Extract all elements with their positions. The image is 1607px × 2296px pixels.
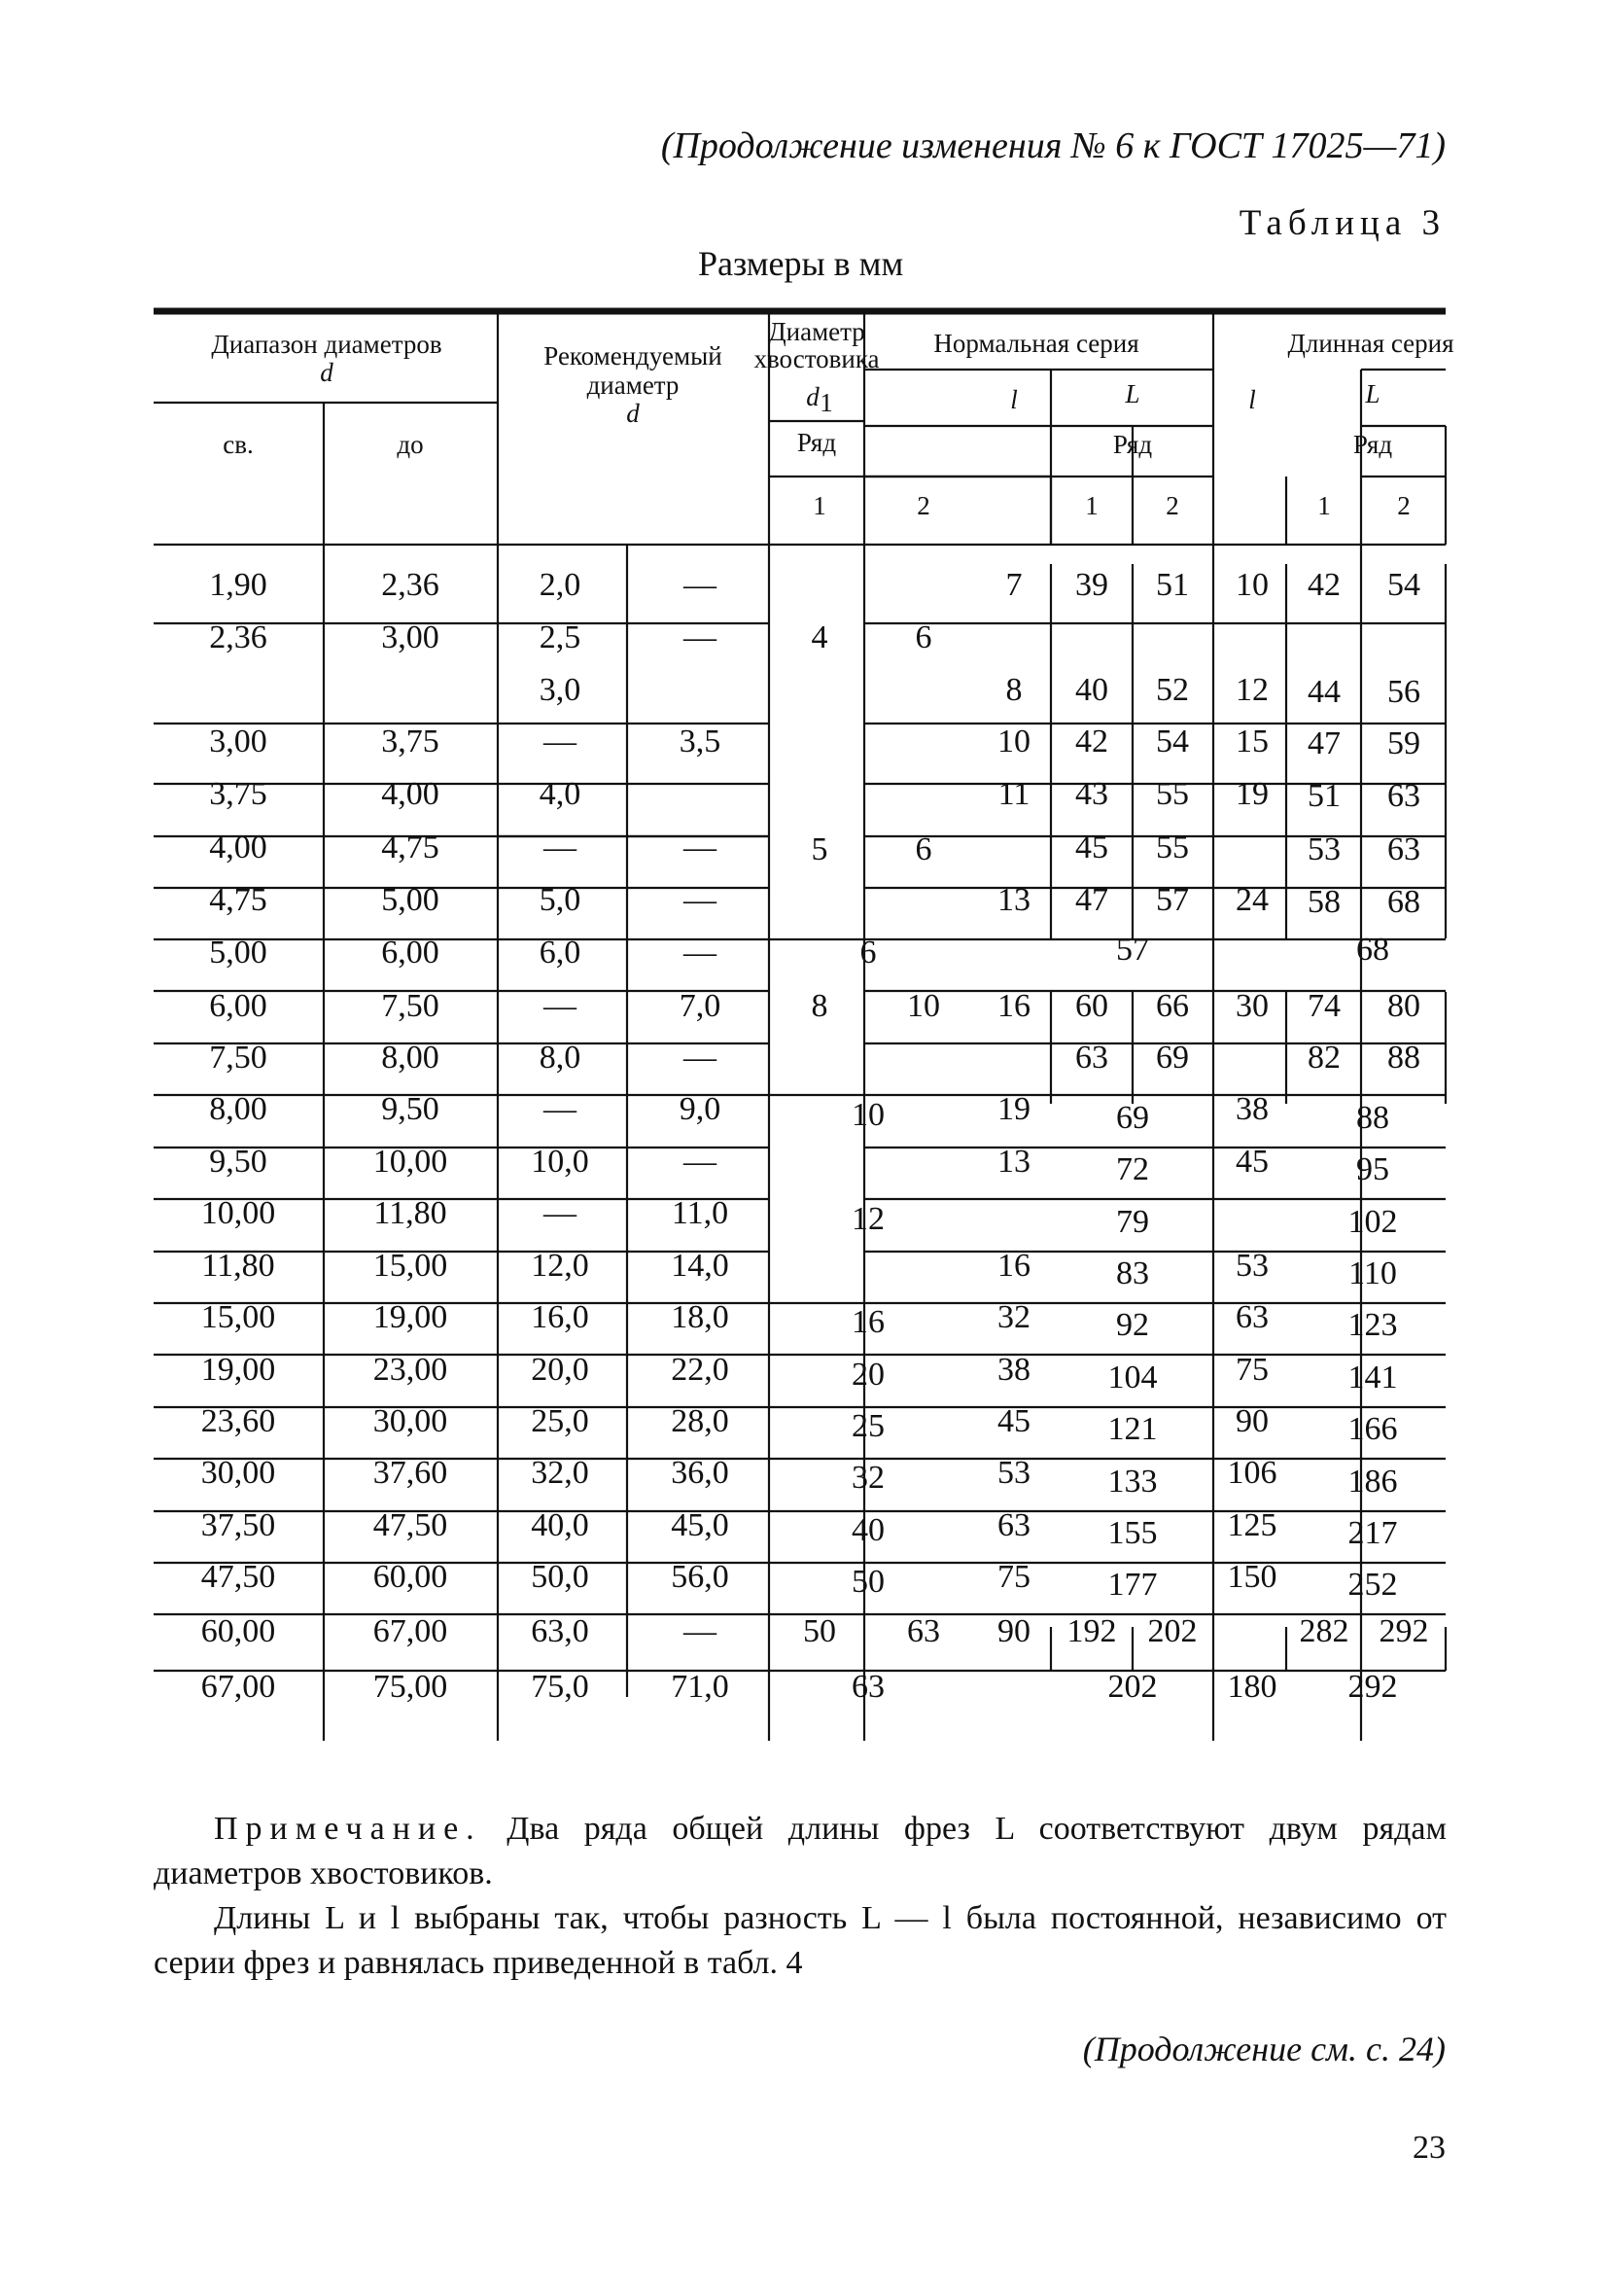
table-cell: 40 bbox=[1075, 672, 1108, 708]
recommended-row2-cell: 14,0 bbox=[671, 1248, 729, 1284]
table-cell: 55 bbox=[1156, 830, 1189, 865]
range-to-cell: 3,75 bbox=[381, 724, 439, 759]
table-cell: 42 bbox=[1308, 567, 1341, 603]
range-to-cell: 10,00 bbox=[372, 1144, 448, 1180]
recommended-row2-cell: — bbox=[683, 882, 716, 918]
table-cell: 217 bbox=[1347, 1515, 1398, 1551]
table-cell: 59 bbox=[1387, 725, 1420, 761]
table-cell: 292 bbox=[1347, 1669, 1398, 1705]
recommended-row1-cell: 4,0 bbox=[539, 776, 581, 812]
table-cell: 155 bbox=[1107, 1515, 1158, 1551]
recommended-row2-cell: — bbox=[683, 619, 716, 655]
recommended-row2-cell: 3,5 bbox=[679, 724, 721, 759]
recommended-row2-cell: — bbox=[683, 1613, 716, 1649]
table-cell: 32 bbox=[852, 1460, 885, 1496]
range-to-cell: 11,80 bbox=[373, 1195, 447, 1231]
note-paragraph-2: Длины L и l выбраны так, чтобы разность L — l была постоянной, независимо от серии фрез и равнялась приведенной в табл. 4 bbox=[154, 1900, 1447, 1981]
recommended-row1-cell: 40,0 bbox=[531, 1507, 589, 1543]
recommended-row1-cell: 8,0 bbox=[539, 1040, 581, 1076]
table-cell: 50 bbox=[803, 1613, 836, 1649]
table-cell: 58 bbox=[1308, 884, 1341, 920]
table-cell: 10 bbox=[852, 1097, 885, 1133]
table-cell: 16 bbox=[852, 1304, 885, 1340]
table-cell: 12 bbox=[1236, 672, 1269, 708]
recommended-row2-cell: 45,0 bbox=[671, 1507, 729, 1543]
range-to-cell: 8,00 bbox=[381, 1040, 439, 1076]
table-cell: 13 bbox=[997, 882, 1031, 918]
header-long-row-2: 2 bbox=[1397, 491, 1411, 520]
header-normal-series: Нормальная серия bbox=[933, 329, 1139, 358]
table-cell: 40 bbox=[852, 1512, 885, 1548]
recommended-row1-cell: — bbox=[543, 1195, 576, 1231]
recommended-row2-cell: 56,0 bbox=[671, 1559, 729, 1595]
table-cell: 63 bbox=[1236, 1299, 1269, 1335]
table-cell: 54 bbox=[1156, 724, 1189, 759]
table-cell: 202 bbox=[1147, 1613, 1198, 1649]
table-cell: 123 bbox=[1347, 1307, 1398, 1343]
table-cell: 102 bbox=[1347, 1204, 1398, 1240]
recommended-row2-cell: — bbox=[683, 567, 716, 603]
table-cell: 54 bbox=[1387, 567, 1420, 603]
recommended-row2-cell: 11,0 bbox=[671, 1195, 729, 1231]
table-cell: 11 bbox=[997, 776, 1031, 812]
table-cell: 19 bbox=[997, 1091, 1031, 1127]
table-cell: 6 bbox=[915, 619, 932, 655]
table-cell: 69 bbox=[1116, 1100, 1149, 1136]
table-cell: 47 bbox=[1075, 882, 1108, 918]
table-cell: 79 bbox=[1116, 1204, 1149, 1240]
recommended-row1-cell: 3,0 bbox=[539, 672, 581, 708]
range-from-cell: 19,00 bbox=[200, 1352, 276, 1388]
header-recommended-symbol: d bbox=[626, 399, 640, 428]
table-cell: 45 bbox=[1236, 1144, 1269, 1180]
note-label: Примечание. bbox=[214, 1811, 482, 1847]
range-to-cell: 6,00 bbox=[381, 935, 439, 971]
range-from-cell: 3,75 bbox=[209, 776, 267, 812]
range-from-cell: 4,75 bbox=[209, 882, 267, 918]
header-normal-row-2: 2 bbox=[1166, 491, 1179, 520]
recommended-row1-cell: 63,0 bbox=[531, 1613, 589, 1649]
recommended-row2-cell: 36,0 bbox=[671, 1455, 729, 1491]
recommended-row2-cell: 71,0 bbox=[671, 1669, 729, 1705]
range-from-cell: 8,00 bbox=[209, 1091, 267, 1127]
table-cell: 10 bbox=[997, 724, 1031, 759]
range-from-cell: 4,00 bbox=[209, 830, 267, 865]
recommended-row2-cell: — bbox=[683, 1144, 716, 1180]
table-cell: 83 bbox=[1116, 1255, 1149, 1291]
notes bbox=[154, 1807, 1447, 1986]
header-shank-2: хвостовика bbox=[753, 344, 880, 373]
table-cell: 63 bbox=[997, 1507, 1031, 1543]
table-cell: 88 bbox=[1356, 1100, 1389, 1136]
range-from-cell: 60,00 bbox=[200, 1613, 276, 1649]
recommended-row2-cell: 28,0 bbox=[671, 1403, 729, 1439]
recommended-row2-cell: 18,0 bbox=[671, 1299, 729, 1335]
table-cell: 282 bbox=[1299, 1613, 1349, 1649]
range-to-cell: 15,00 bbox=[372, 1248, 448, 1284]
table-cell: 42 bbox=[1075, 724, 1108, 759]
recommended-row2-cell: — bbox=[683, 1040, 716, 1076]
header-row-shank: Ряд bbox=[796, 428, 837, 457]
range-to-cell: 3,00 bbox=[381, 619, 439, 655]
table-cell: 110 bbox=[1348, 1255, 1397, 1291]
range-from-cell: 11,80 bbox=[201, 1248, 275, 1284]
table-header bbox=[211, 317, 1453, 520]
table-cell: 133 bbox=[1107, 1464, 1158, 1500]
table-cell: 13 bbox=[997, 1144, 1031, 1180]
table-body bbox=[201, 567, 1429, 1705]
recommended-row2-cell: — bbox=[683, 830, 716, 865]
recommended-row1-cell: 32,0 bbox=[531, 1455, 589, 1491]
range-from-cell: 9,50 bbox=[209, 1144, 267, 1180]
range-from-cell: 47,50 bbox=[200, 1559, 276, 1595]
range-to-cell: 2,36 bbox=[381, 567, 439, 603]
recommended-row2-cell: — bbox=[683, 935, 716, 971]
recommended-row1-cell: 5,0 bbox=[539, 882, 581, 918]
table-cell: 252 bbox=[1347, 1567, 1398, 1603]
table-cell: 50 bbox=[852, 1564, 885, 1600]
recommended-row1-cell: 16,0 bbox=[531, 1299, 589, 1335]
table-cell: 121 bbox=[1107, 1411, 1158, 1447]
table-cell: 150 bbox=[1227, 1559, 1277, 1595]
table-caption: Таблица 3 bbox=[1239, 203, 1446, 243]
table-cell: 68 bbox=[1356, 932, 1389, 968]
continuation-note: (Продолжение см. с. 24) bbox=[1082, 2030, 1446, 2068]
range-to-cell: 67,00 bbox=[372, 1613, 448, 1649]
range-to-cell: 5,00 bbox=[381, 882, 439, 918]
table-cell: 180 bbox=[1227, 1669, 1277, 1705]
note-paragraph-1 bbox=[154, 1807, 1447, 1896]
header-range-symbol: d bbox=[320, 358, 333, 387]
table-cell: 8 bbox=[811, 988, 828, 1024]
table-cell: 56 bbox=[1387, 674, 1420, 710]
table-cell: 95 bbox=[1356, 1151, 1389, 1187]
range-from-cell: 1,90 bbox=[209, 567, 267, 603]
table-cell: 63 bbox=[852, 1669, 885, 1705]
recommended-row1-cell: 20,0 bbox=[531, 1352, 589, 1388]
header-row-normal: Ряд bbox=[1112, 430, 1153, 459]
recommended-row1-cell: — bbox=[543, 988, 576, 1024]
table-cell: 12 bbox=[852, 1201, 885, 1237]
table-cell: 55 bbox=[1156, 776, 1189, 812]
table-cell: 57 bbox=[1116, 932, 1149, 968]
header-row-long: Ряд bbox=[1352, 430, 1393, 459]
table-cell: 53 bbox=[1236, 1248, 1269, 1284]
running-header: (Продолжение изменения № 6 к ГОСТ 17025—71) bbox=[660, 125, 1446, 166]
table-units: Размеры в мм bbox=[698, 244, 904, 283]
table-cell: 51 bbox=[1308, 778, 1341, 814]
range-to-cell: 7,50 bbox=[381, 988, 439, 1024]
recommended-row1-cell: — bbox=[543, 1091, 576, 1127]
recommended-row1-cell: 2,5 bbox=[539, 619, 581, 655]
table-cell: 39 bbox=[1075, 567, 1108, 603]
table-cell: 4 bbox=[811, 619, 828, 655]
table-cell: 69 bbox=[1156, 1040, 1189, 1076]
range-to-cell: 4,00 bbox=[381, 776, 439, 812]
range-to-cell: 47,50 bbox=[372, 1507, 448, 1543]
header-shank-symbol: d bbox=[806, 382, 820, 411]
recommended-row2-cell: 9,0 bbox=[679, 1091, 721, 1127]
range-from-cell: 3,00 bbox=[209, 724, 267, 759]
range-to-cell: 37,60 bbox=[372, 1455, 448, 1491]
table-cell: 15 bbox=[1236, 724, 1269, 759]
table-cell: 8 bbox=[1005, 672, 1023, 708]
recommended-row1-cell: 2,0 bbox=[539, 567, 581, 603]
table-cell: 60 bbox=[1075, 988, 1108, 1024]
table-cell: 10 bbox=[907, 988, 940, 1024]
range-from-cell: 10,00 bbox=[200, 1195, 276, 1231]
table-cell: 51 bbox=[1156, 567, 1189, 603]
table-cell: 10 bbox=[1236, 567, 1269, 603]
range-from-cell: 5,00 bbox=[209, 935, 267, 971]
recommended-row2-cell: 7,0 bbox=[679, 988, 721, 1024]
range-to-cell: 30,00 bbox=[372, 1403, 448, 1439]
recommended-row1-cell: 6,0 bbox=[539, 935, 581, 971]
header-long-series: Длинная серия bbox=[1287, 329, 1454, 358]
table-cell: 5 bbox=[811, 831, 828, 867]
header-row-1: 1 bbox=[813, 491, 826, 520]
table-cell: 202 bbox=[1107, 1669, 1158, 1705]
header-recommended: Рекомендуемый bbox=[543, 341, 722, 371]
range-from-cell: 15,00 bbox=[200, 1299, 276, 1335]
table-cell: 92 bbox=[1116, 1307, 1149, 1343]
header-normal-row-1: 1 bbox=[1085, 491, 1099, 520]
range-from-cell: 2,36 bbox=[209, 619, 267, 655]
header-row-2: 2 bbox=[917, 491, 930, 520]
table-cell: 75 bbox=[997, 1559, 1031, 1595]
table-cell: 47 bbox=[1308, 725, 1341, 761]
table-cell: 24 bbox=[1236, 882, 1269, 918]
range-from-cell: 7,50 bbox=[209, 1040, 267, 1076]
table-cell: 90 bbox=[1236, 1403, 1269, 1439]
table-cell: 125 bbox=[1227, 1507, 1277, 1543]
table-cell: 80 bbox=[1387, 988, 1420, 1024]
table-cell: 292 bbox=[1379, 1613, 1429, 1649]
table-cell: 45 bbox=[1075, 830, 1108, 865]
table-cell: 30 bbox=[1236, 988, 1269, 1024]
range-to-cell: 23,00 bbox=[372, 1352, 448, 1388]
recommended-row1-cell: 10,0 bbox=[531, 1144, 589, 1180]
table-cell: 74 bbox=[1308, 988, 1341, 1024]
table-cell: 44 bbox=[1308, 674, 1341, 710]
table-cell: 16 bbox=[997, 988, 1031, 1024]
range-from-cell: 23,60 bbox=[200, 1403, 276, 1439]
header-shank-subscript: 1 bbox=[820, 388, 833, 417]
table-cell: 53 bbox=[1308, 831, 1341, 867]
table-cell: 7 bbox=[1005, 567, 1023, 603]
table-cell: 141 bbox=[1347, 1360, 1398, 1395]
table-cell: 6 bbox=[915, 831, 932, 867]
range-to-cell: 75,00 bbox=[372, 1669, 448, 1705]
range-from-cell: 37,50 bbox=[200, 1507, 276, 1543]
table-cell: 186 bbox=[1347, 1464, 1398, 1500]
table-cell: 53 bbox=[997, 1455, 1031, 1491]
range-to-cell: 19,00 bbox=[372, 1299, 448, 1335]
table-cell: 38 bbox=[997, 1352, 1031, 1388]
table-cell: 16 bbox=[997, 1248, 1031, 1284]
header-from: св. bbox=[223, 430, 254, 459]
header-recommended-2: диаметр bbox=[586, 371, 680, 400]
table-cell: 72 bbox=[1116, 1151, 1149, 1187]
recommended-row1-cell: 12,0 bbox=[531, 1248, 589, 1284]
table-cell: 45 bbox=[997, 1403, 1031, 1439]
recommended-row1-cell: — bbox=[543, 724, 576, 759]
note-text: Два ряда общей длины фрез L соответствуют двум рядам диаметров хвостовиков. bbox=[154, 1811, 1447, 1891]
table-cell: 63 bbox=[907, 1613, 940, 1649]
header-normal-L: L bbox=[1125, 379, 1140, 408]
table-cell: 90 bbox=[997, 1613, 1031, 1649]
range-from-cell: 67,00 bbox=[200, 1669, 276, 1705]
table-cell: 19 bbox=[1236, 776, 1269, 812]
table-cell: 32 bbox=[997, 1299, 1031, 1335]
page-number: 23 bbox=[1413, 2130, 1446, 2166]
header-long-l: l bbox=[1248, 385, 1256, 414]
recommended-row1-cell: 75,0 bbox=[531, 1669, 589, 1705]
table-cell: 25 bbox=[852, 1408, 885, 1444]
recommended-row2-cell: 22,0 bbox=[671, 1352, 729, 1388]
recommended-row1-cell: 50,0 bbox=[531, 1559, 589, 1595]
header-long-row-1: 1 bbox=[1317, 491, 1331, 520]
table-cell: 82 bbox=[1308, 1040, 1341, 1076]
header-normal-l: l bbox=[1010, 385, 1018, 414]
table-cell: 166 bbox=[1347, 1411, 1398, 1447]
table-cell: 192 bbox=[1066, 1613, 1117, 1649]
table-cell: 177 bbox=[1107, 1567, 1158, 1603]
table-cell: 75 bbox=[1236, 1352, 1269, 1388]
table-cell: 88 bbox=[1387, 1040, 1420, 1076]
table-cell: 20 bbox=[852, 1357, 885, 1393]
table-cell: 66 bbox=[1156, 988, 1189, 1024]
table-cell: 63 bbox=[1387, 778, 1420, 814]
range-to-cell: 9,50 bbox=[381, 1091, 439, 1127]
table-cell: 63 bbox=[1075, 1040, 1108, 1076]
table-cell: 52 bbox=[1156, 672, 1189, 708]
header-to: до bbox=[397, 430, 424, 459]
recommended-row1-cell: 25,0 bbox=[531, 1403, 589, 1439]
recommended-row1-cell: — bbox=[543, 830, 576, 865]
header-shank: Диаметр bbox=[768, 317, 865, 346]
range-to-cell: 4,75 bbox=[381, 830, 439, 865]
table-cell: 104 bbox=[1107, 1360, 1158, 1395]
table-cell: 68 bbox=[1387, 884, 1420, 920]
range-from-cell: 30,00 bbox=[200, 1455, 276, 1491]
table-cell: 106 bbox=[1227, 1455, 1277, 1491]
table-cell: 57 bbox=[1156, 882, 1189, 918]
range-to-cell: 60,00 bbox=[372, 1559, 448, 1595]
table-cell: 43 bbox=[1075, 776, 1108, 812]
table-cell: 6 bbox=[859, 935, 877, 971]
range-from-cell: 6,00 bbox=[209, 988, 267, 1024]
table-cell: 63 bbox=[1387, 831, 1420, 867]
header-range: Диапазон диаметров bbox=[211, 330, 442, 359]
header-long-L: L bbox=[1365, 379, 1380, 408]
table-cell: 38 bbox=[1236, 1091, 1269, 1127]
